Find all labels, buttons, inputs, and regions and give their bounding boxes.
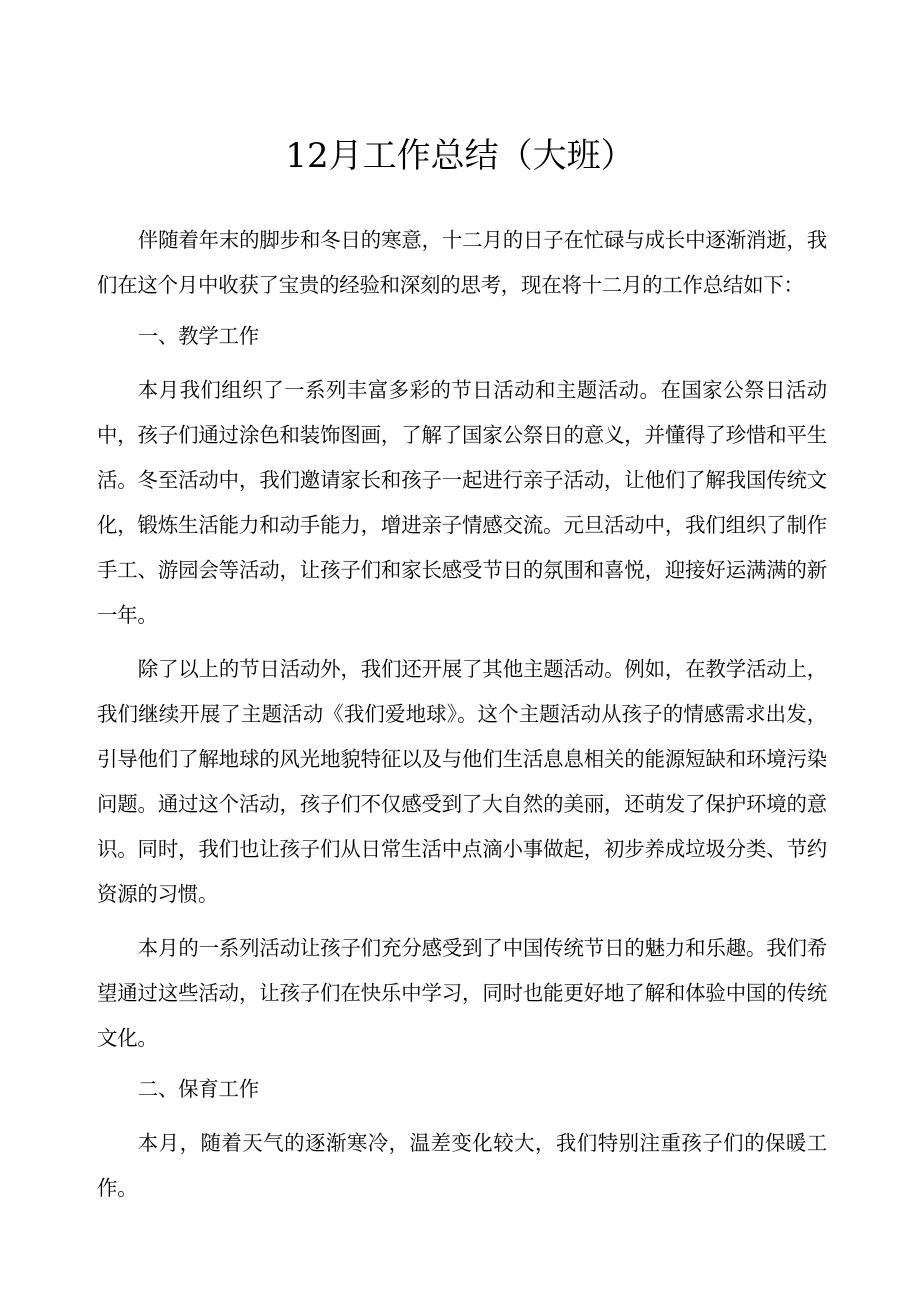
intro-paragraph: 伴随着年末的脚步和冬日的寒意，十二月的日子在忙碌与成长中逐渐消逝，我们在这个月中收获了宝贵的经验和深刻的思考，现在将十二月的工作总结如下： [97,228,827,297]
care-paragraph-1: 本月，随着天气的逐渐寒冷，温差变化较大，我们特别注重孩子们的保暖工作。 [97,1131,827,1200]
teaching-paragraph-2: 除了以上的节日活动外，我们还开展了其他主题活动。例如，在教学活动上，我们继续开展了主题活动《我们爱地球》。这个主题活动从孩子的情感需求出发，引导他们了解地球的风光地貌特征以及与他们生活息息相关的能源短缺和环境污染问题。通过这个活动，孩子们不仅感受到了大自然的美丽，还萌发了保护环境的意识。同时，我们也让孩子们从日常生活中点滴小事做起，初步养成垃圾分类、节约资源的习惯。 [97,657,827,906]
section-heading-care: 二、保育工作 [137,1077,259,1101]
section-heading-teaching: 一、教学工作 [137,324,259,348]
teaching-paragraph-3: 本月的一系列活动让孩子们充分感受到了中国传统节日的魅力和乐趣。我们希望通过这些活动，让孩子们在快乐中学习，同时也能更好地了解和体验中国的传统文化。 [97,936,827,1050]
document-body [97,218,827,1211]
teaching-paragraph-1: 本月我们组织了一系列丰富多彩的节日活动和主题活动。在国家公祭日活动中，孩子们通过涂色和装饰图画，了解了国家公祭日的意义，并懂得了珍惜和平生活。冬至活动中，我们邀请家长和孩子一起进行亲子活动，让他们了解我国传统文化，锻炼生活能力和动手能力，增进亲子情感交流。元旦活动中，我们组织了制作手工、游园会等活动，让孩子们和家长感受节日的氛围和喜悦，迎接好运满满的新一年。 [97,378,827,627]
document-title: 12月工作总结（大班） [285,136,635,176]
